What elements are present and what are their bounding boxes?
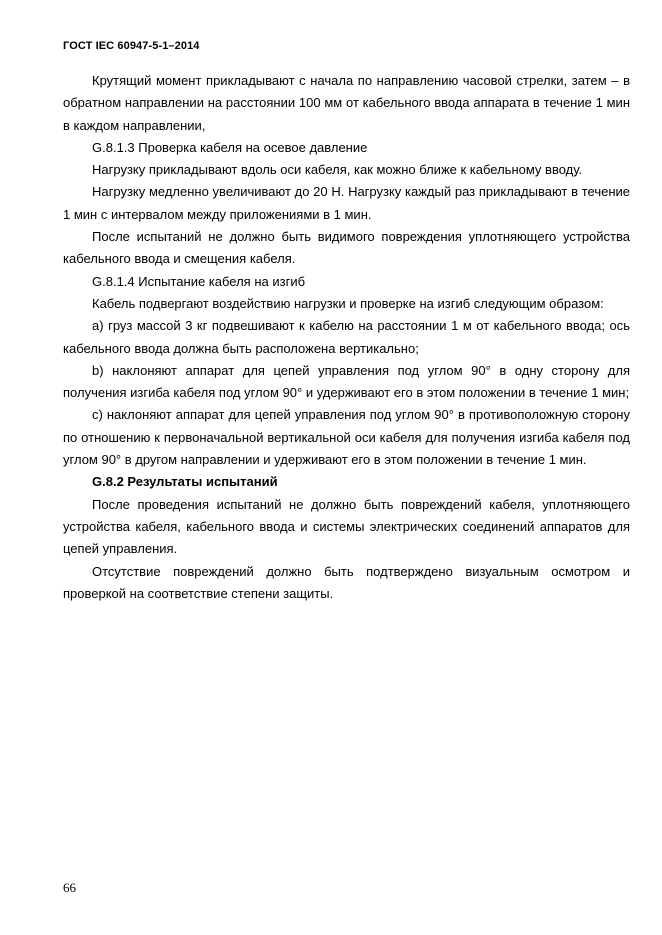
paragraph-bend-intro: Кабель подвергают воздействию нагрузки и проверке на изгиб следующим образом: bbox=[92, 295, 604, 311]
subsection-heading-axial-pressure: G.8.1.3 Проверка кабеля на осевое давление bbox=[92, 139, 368, 155]
paragraph-torque: Крутящий момент прикладывают с начала по направлению часовой стрелки, затем – в обратном направлении на расстоянии 100 мм от кабельного ввода аппарата в течение 1 мин в каждом направлении, bbox=[63, 73, 630, 133]
list-item-a: a) груз массой 3 кг подвешивают к кабелю на расстоянии 1 м от кабельного ввода; ось кабельного ввода должна быть расположена вертикально; bbox=[63, 318, 630, 356]
document-header: ГОСТ IEC 60947-5-1–2014 bbox=[63, 40, 200, 52]
paragraph-visual-inspection: Отсутствие повреждений должно быть подтверждено визуальным осмотром и проверкой на соответствие степени защиты. bbox=[63, 563, 630, 601]
paragraph-load-increase: Нагрузку медленно увеличивают до 20 Н. Нагрузку каждый раз прикладывают в течение 1 мин с интервалом между приложениями в 1 мин. bbox=[63, 184, 630, 222]
paragraph-after-test: После испытаний не должно быть видимого повреждения уплотняющего устройства кабельного ввода и смещения кабеля. bbox=[63, 229, 630, 267]
list-item-b: b) наклоняют аппарат для цепей управления под углом 90° в одну сторону для получения изгиба кабеля под углом 90° и удерживают его в этом положении в течение 1 мин; bbox=[63, 362, 630, 401]
section-heading-results: G.8.2 Результаты испытаний bbox=[92, 474, 278, 490]
subsection-heading-bend-test: G.8.1.4 Испытание кабеля на изгиб bbox=[92, 273, 306, 289]
page-number: 66 bbox=[63, 880, 76, 895]
document-body bbox=[63, 70, 630, 605]
paragraph-load-application: Нагрузку прикладывают вдоль оси кабеля, как можно ближе к кабельному вводу. bbox=[92, 162, 583, 178]
paragraph-results: После проведения испытаний не должно быть повреждений кабеля, уплотняющего устройства кабеля, кабельного ввода и системы электрических соединений аппаратов для цепей управления. bbox=[63, 496, 630, 557]
list-item-c: c) наклоняют аппарат для цепей управления под углом 90° в противоположную сторону по отношению к первоначальной вертикальной оси кабеля для получения изгиба кабеля под углом 90° в другом направлении и удерживают его в этом положении в течение 1 мин. bbox=[63, 407, 630, 468]
